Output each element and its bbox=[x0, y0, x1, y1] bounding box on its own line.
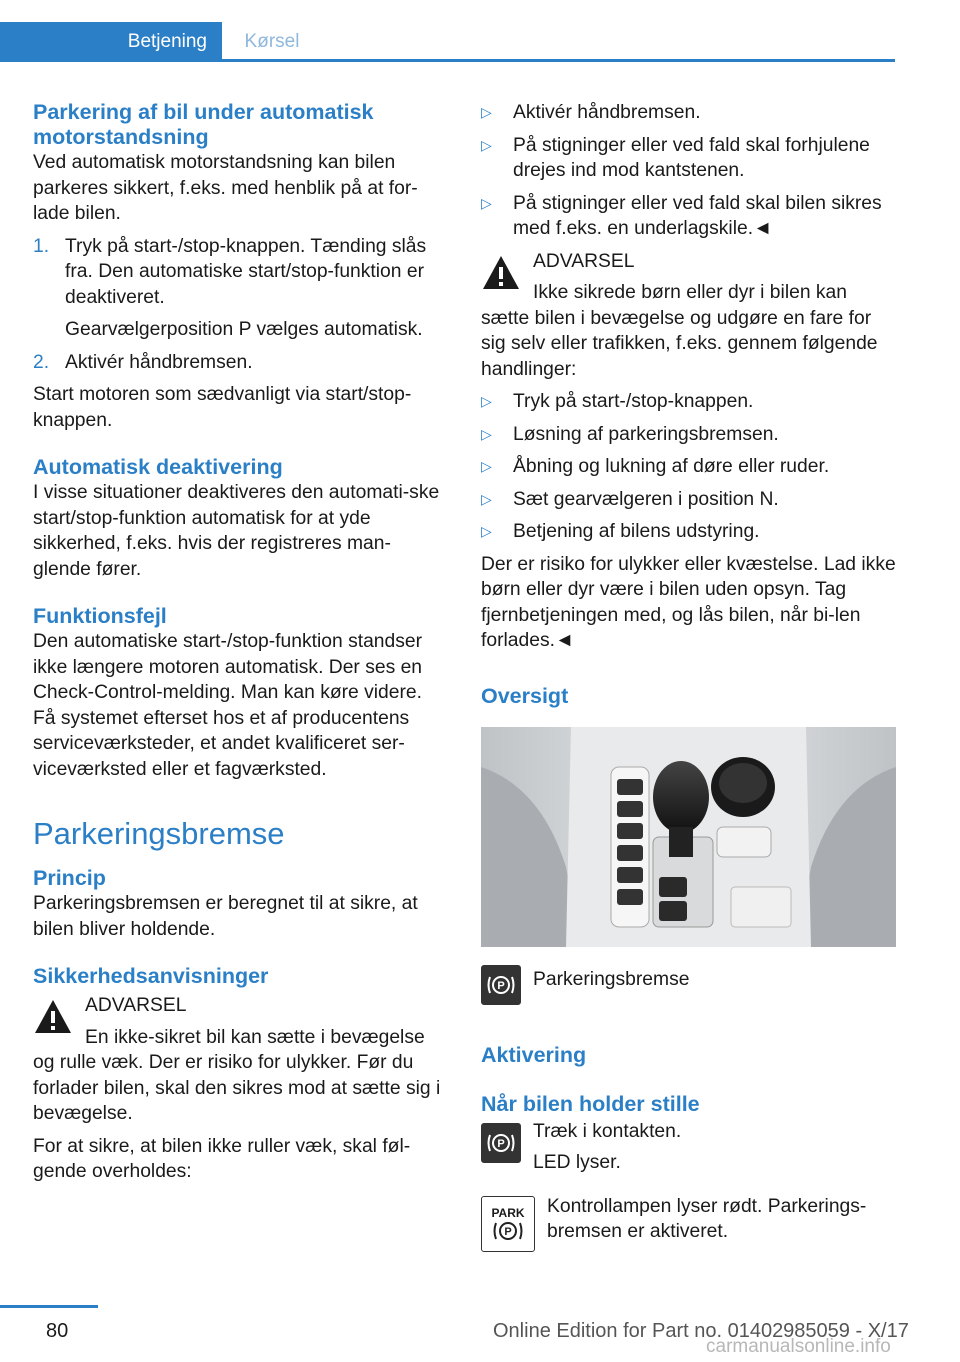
bullet-triangle-icon: ▷ bbox=[481, 194, 492, 211]
text-principle: Parkeringsbremsen er beregnet til at sikre, at bilen bliver holdende. bbox=[33, 893, 418, 940]
heading-principle: Princip bbox=[33, 866, 106, 890]
heading-standstill: Når bilen holder stille bbox=[481, 1091, 700, 1116]
edition-note: Online Edition for Part no. 01402985059 - X/17 bbox=[493, 1320, 909, 1342]
list-item: ▷ På stigninger eller ved fald skal forhjulene drejes ind mod kantstenen. bbox=[481, 133, 896, 184]
step-1-note: Gearvælgerposition P vælges automatisk. bbox=[65, 319, 423, 340]
text-secure-instructions: For at sikre, at bilen ikke ruller væk, skal føl-gende overholdes: bbox=[33, 1135, 411, 1182]
warning-block-right bbox=[481, 249, 896, 306]
list-item: ▷ Sæt gearvælgeren i position N. bbox=[481, 487, 896, 513]
warning-text-rest: sætte bilen i bevægelse og udgøre en fare for sig selv eller trafikken, f.eks. gennem følgende handlinger: bbox=[481, 307, 878, 380]
step-2 bbox=[33, 350, 448, 376]
step-text: Aktivér håndbremsen. bbox=[65, 351, 253, 373]
svg-text:P: P bbox=[497, 1137, 505, 1150]
svg-text:P: P bbox=[497, 979, 505, 992]
heading-overview: Oversigt bbox=[481, 683, 569, 708]
list-item: ▷ På stigninger eller ved fald skal bilen sikres med f.eks. en underlagskile.◄ bbox=[481, 191, 896, 242]
parking-brake-label: Parkeringsbremse bbox=[533, 968, 690, 990]
warning-triangle-icon bbox=[33, 997, 73, 1037]
right-column bbox=[481, 100, 896, 1252]
list-item: ▷ Betjening af bilens udstyring. bbox=[481, 519, 896, 545]
heading-activation: Aktivering bbox=[481, 1042, 587, 1067]
list-item: ▷ Løsning af parkeringsbremsen. bbox=[481, 422, 896, 448]
instruction-led-on: LED lyser. bbox=[533, 1152, 621, 1173]
text-malfunction: Den automatiske start-/stop-funktion standser ikke længere motoren automatisk. Der ses en Check-Control-melding. Man kan køre videre. Få systemet efterset hos et af producentens serviceværksteder, et andet kvalificeret ser-viceværksted eller et fagværksted. bbox=[33, 631, 423, 780]
tab-betjening[interactable]: Betjening bbox=[0, 22, 222, 59]
heading-auto-deactivation: Automatisk deaktivering bbox=[33, 455, 283, 479]
list-item: ▷ Aktivér håndbremsen. bbox=[481, 100, 896, 126]
warning-triangle-icon bbox=[481, 253, 521, 293]
page-number: 80 bbox=[46, 1320, 69, 1342]
warning-block-left bbox=[33, 993, 448, 1050]
warning-text-first-line: Ikke sikrede børn eller dyr i bilen kan bbox=[533, 282, 847, 303]
svg-text:P: P bbox=[504, 1225, 512, 1238]
heading-parking-auto-stop: Parkering af bil under automatisk motorstandsning bbox=[33, 100, 374, 149]
text-auto-deactivation: I visse situationer deaktiveres den automati-ske start/stop-funktion automatisk for at yde sikkerhed, f.eks. hvis der registreres man-glende fører. bbox=[33, 482, 440, 580]
text-parking-auto-stop: Ved automatisk motorstandsning kan bilen parkeres sikkert, f.eks. med henblik på at for-lade bilen. bbox=[33, 152, 418, 224]
step-text: Tryk på start-/stop-knappen. Tænding slås fra. Den automatiske start/stop-funktion er deaktiveret. bbox=[65, 235, 427, 308]
bullet-triangle-icon: ▷ bbox=[481, 523, 492, 539]
watermark: carmanualsonline.info bbox=[706, 1336, 891, 1357]
text-risk: Der er risiko for ulykker eller kvæstelse. Lad ikke børn eller dyr være i bilen uden opsyn. Tag fjernbetjeningen med, og lås bilen, når bi-len forlades.◄ bbox=[481, 553, 896, 651]
bullet-triangle-icon: ▷ bbox=[481, 458, 492, 474]
console-illustration bbox=[481, 727, 896, 947]
list-item: ▷ Tryk på start-/stop-knappen. bbox=[481, 389, 896, 415]
bullet-triangle-icon: ▷ bbox=[481, 393, 492, 409]
text-lamp-red: Kontrollampen lyser rødt. Parkerings-bremsen er aktiveret. bbox=[547, 1195, 867, 1242]
step-1 bbox=[33, 234, 448, 311]
park-indicator-lamp-icon bbox=[481, 1196, 535, 1252]
instruction-pull-switch: Træk i kontakten. bbox=[533, 1120, 682, 1142]
list-item: ▷ Åbning og lukning af døre eller ruder. bbox=[481, 454, 896, 480]
parking-brake-icon-row bbox=[481, 965, 896, 1005]
tab-korsel[interactable]: Kørsel bbox=[244, 31, 300, 52]
warning-title: ADVARSEL bbox=[533, 250, 635, 272]
park-lamp-row bbox=[481, 1192, 896, 1252]
warning-text-rest: og rulle væk. Der er risiko for ulykker. Før du forlader bilen, skal den sikres mod at sætte sig i bevægelse. bbox=[33, 1052, 441, 1124]
bullet-triangle-icon: ▷ bbox=[481, 425, 492, 442]
bullet-triangle-icon: ▷ bbox=[481, 490, 492, 507]
warning-title: ADVARSEL bbox=[85, 995, 187, 1016]
parking-brake-icon bbox=[481, 965, 521, 1005]
center-console-photo bbox=[481, 727, 896, 947]
section-title-parking-brake: Parkeringsbremse bbox=[33, 816, 285, 851]
step-number: 1. bbox=[33, 235, 50, 257]
switch-icon-row bbox=[481, 1119, 896, 1176]
chapter-tabs bbox=[0, 22, 895, 62]
text-start-engine: Start motoren som sædvanligt via start/stop-knappen. bbox=[33, 384, 412, 431]
heading-safety: Sikkerhedsanvisninger bbox=[33, 964, 269, 988]
tab-underline bbox=[0, 59, 895, 62]
heading-malfunction: Funktionsfejl bbox=[33, 604, 167, 628]
park-lamp-text: PARK bbox=[491, 1205, 525, 1220]
warning-text-first-line: En ikke-sikret bil kan sætte i bevægelse bbox=[85, 1026, 425, 1048]
footer-accent-bar bbox=[0, 1305, 98, 1308]
left-column bbox=[33, 100, 448, 1192]
parking-brake-switch-icon bbox=[481, 1123, 521, 1163]
bullet-triangle-icon: ▷ bbox=[481, 104, 492, 120]
bullet-triangle-icon: ▷ bbox=[481, 136, 492, 153]
step-number: 2. bbox=[33, 351, 50, 373]
